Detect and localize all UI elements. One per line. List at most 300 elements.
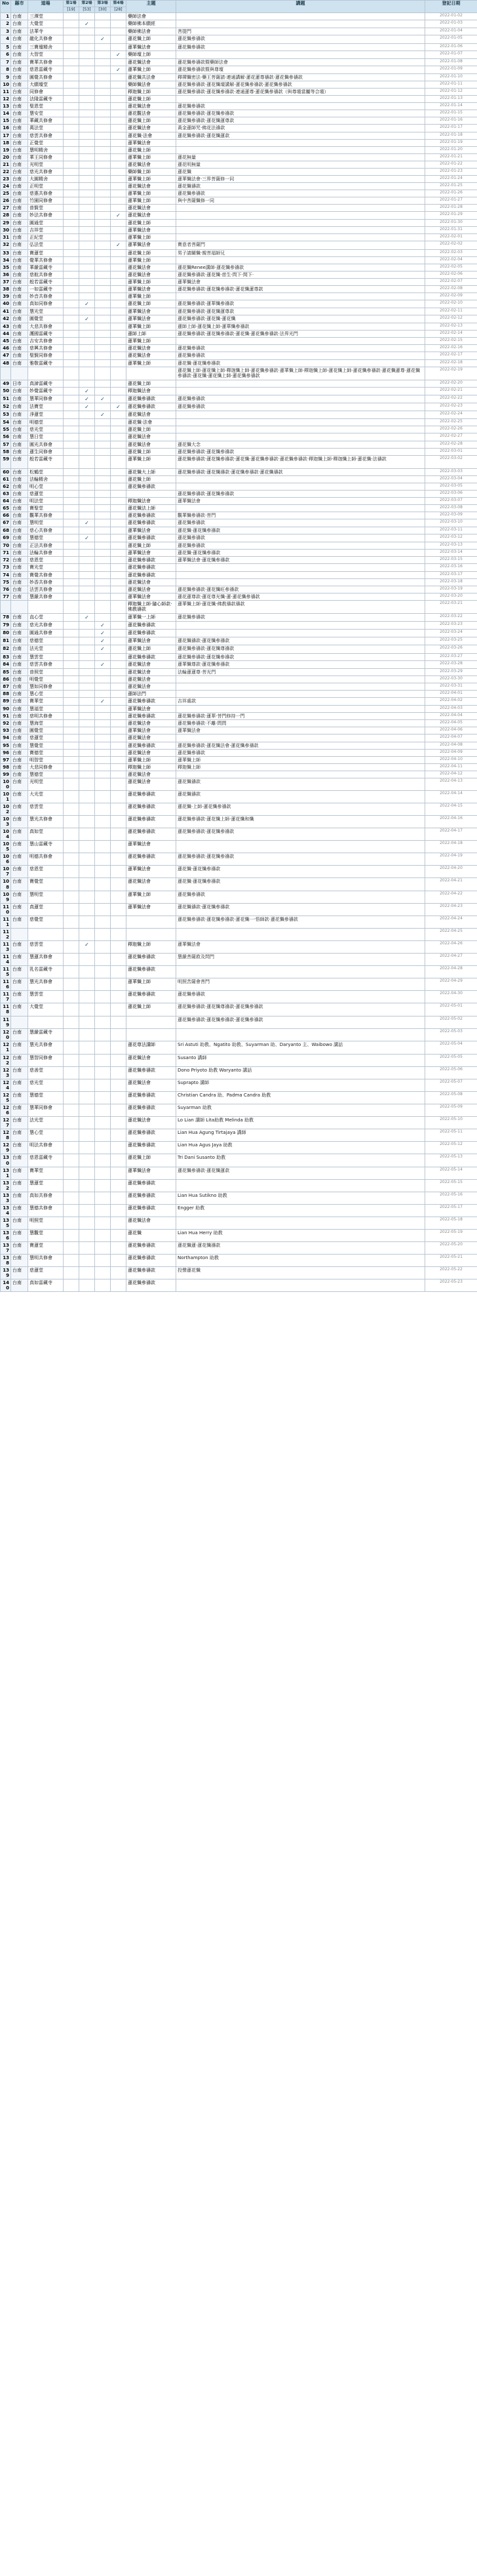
row-session-1[interactable] [64,1066,79,1079]
row-session-2[interactable] [79,117,95,125]
row-session-1[interactable] [64,497,79,504]
row-session-2[interactable] [79,35,95,43]
row-session-4[interactable] [111,504,126,512]
row-session-4[interactable] [111,146,126,153]
row-session-3[interactable] [95,146,111,153]
row-session-1[interactable] [64,778,79,790]
row-session-1[interactable] [64,978,79,991]
table-row[interactable] [1,359,477,367]
row-session-2[interactable] [79,527,95,534]
row-session-3[interactable] [95,891,111,903]
row-session-1[interactable] [64,828,79,841]
table-row[interactable] [1,426,477,433]
row-session-1[interactable] [64,81,79,89]
row-session-4[interactable] [111,28,126,35]
table-row[interactable] [1,139,477,146]
row-session-3[interactable] [95,168,111,175]
row-session-2[interactable] [79,308,95,315]
table-row[interactable] [1,527,477,534]
row-session-3[interactable]: ✓ [95,660,111,668]
row-session-1[interactable] [64,271,79,278]
row-session-4[interactable] [111,660,126,668]
table-row[interactable] [1,146,477,153]
row-session-3[interactable] [95,675,111,683]
row-session-4[interactable] [111,1129,126,1142]
row-session-2[interactable] [79,828,95,841]
row-session-2[interactable] [79,81,95,89]
row-session-1[interactable] [64,146,79,153]
row-session-3[interactable] [95,593,111,600]
table-row[interactable] [1,175,477,182]
row-session-1[interactable] [64,308,79,315]
row-session-2[interactable] [79,1003,95,1016]
table-row[interactable] [1,264,477,271]
row-session-3[interactable] [95,1179,111,1192]
row-session-2[interactable] [79,735,95,742]
row-session-4[interactable] [111,763,126,771]
row-session-3[interactable] [95,387,111,395]
row-session-3[interactable] [95,227,111,234]
row-session-2[interactable] [79,146,95,153]
row-session-2[interactable] [79,853,95,866]
row-session-4[interactable] [111,1267,126,1279]
row-session-3[interactable] [95,1016,111,1028]
row-session-3[interactable] [95,497,111,504]
table-row[interactable] [1,742,477,749]
row-session-4[interactable] [111,359,126,367]
row-session-4[interactable] [111,1255,126,1267]
row-session-2[interactable] [79,790,95,803]
row-session-1[interactable] [64,125,79,132]
row-session-1[interactable] [64,1167,79,1179]
row-session-4[interactable] [111,691,126,698]
row-session-4[interactable] [111,292,126,300]
table-row[interactable] [1,338,477,345]
table-row[interactable] [1,720,477,727]
row-session-3[interactable] [95,338,111,345]
row-session-3[interactable] [95,483,111,490]
row-session-2[interactable] [79,110,95,117]
row-session-1[interactable] [64,455,79,468]
row-session-2[interactable] [79,331,95,338]
row-session-4[interactable] [111,1179,126,1192]
row-session-2[interactable]: ✓ [79,613,95,621]
row-session-4[interactable] [111,182,126,190]
row-session-2[interactable] [79,600,95,613]
table-row[interactable] [1,367,477,380]
row-session-2[interactable] [79,271,95,278]
row-session-3[interactable] [95,1129,111,1142]
row-session-2[interactable] [79,96,95,103]
row-session-4[interactable] [111,593,126,600]
table-row[interactable] [1,512,477,519]
table-row[interactable] [1,756,477,763]
table-row[interactable] [1,352,477,359]
row-session-3[interactable] [95,586,111,593]
table-row[interactable] [1,448,477,455]
table-row[interactable] [1,220,477,227]
row-session-3[interactable]: ✓ [95,395,111,403]
row-session-3[interactable] [95,1204,111,1217]
row-session-1[interactable] [64,621,79,629]
table-row[interactable] [1,1142,477,1154]
row-session-1[interactable] [64,954,79,966]
row-session-3[interactable] [95,419,111,426]
row-session-2[interactable] [79,978,95,991]
row-session-4[interactable] [111,966,126,978]
row-session-3[interactable] [95,212,111,220]
row-session-4[interactable] [111,978,126,991]
row-session-2[interactable] [79,645,95,653]
row-session-4[interactable] [111,110,126,117]
table-row[interactable] [1,706,477,713]
row-session-2[interactable] [79,125,95,132]
row-session-1[interactable] [64,720,79,727]
row-session-4[interactable] [111,828,126,841]
row-session-4[interactable] [111,891,126,903]
row-session-2[interactable] [79,1255,95,1267]
row-session-1[interactable] [64,190,79,197]
table-row[interactable] [1,645,477,653]
row-session-2[interactable] [79,175,95,182]
table-row[interactable] [1,271,477,278]
row-session-4[interactable] [111,117,126,125]
row-session-3[interactable] [95,117,111,125]
table-row[interactable] [1,96,477,103]
row-session-3[interactable] [95,542,111,550]
row-session-4[interactable] [111,153,126,161]
row-session-3[interactable] [95,778,111,790]
table-row[interactable] [1,675,477,683]
row-session-2[interactable] [79,241,95,249]
table-row[interactable] [1,1104,477,1117]
table-row[interactable] [1,1192,477,1204]
row-session-1[interactable] [64,227,79,234]
table-row[interactable] [1,1091,477,1104]
table-row[interactable] [1,345,477,352]
row-session-2[interactable] [79,190,95,197]
row-session-2[interactable] [79,411,95,419]
table-row[interactable] [1,204,477,211]
row-session-3[interactable] [95,403,111,411]
row-session-1[interactable] [64,256,79,264]
row-session-3[interactable] [95,468,111,475]
row-session-2[interactable] [79,660,95,668]
row-session-3[interactable] [95,1279,111,1292]
row-session-4[interactable] [111,1091,126,1104]
table-row[interactable] [1,778,477,790]
table-row[interactable] [1,300,477,308]
row-session-2[interactable] [79,256,95,264]
row-session-3[interactable] [95,550,111,557]
row-session-3[interactable] [95,1154,111,1167]
row-session-3[interactable] [95,249,111,256]
row-session-3[interactable]: ✓ [95,621,111,629]
row-session-4[interactable] [111,441,126,448]
row-session-1[interactable] [64,395,79,403]
row-session-3[interactable] [95,271,111,278]
row-session-4[interactable] [111,20,126,28]
table-row[interactable] [1,940,477,953]
row-session-1[interactable] [64,1154,79,1167]
row-session-3[interactable] [95,816,111,828]
row-session-3[interactable] [95,756,111,763]
row-session-3[interactable] [95,359,111,367]
table-row[interactable] [1,212,477,220]
row-session-4[interactable] [111,1003,126,1016]
row-session-2[interactable] [79,1142,95,1154]
row-session-4[interactable] [111,742,126,749]
table-row[interactable] [1,991,477,1003]
row-session-3[interactable] [95,292,111,300]
table-row[interactable] [1,285,477,292]
row-session-2[interactable] [79,1267,95,1279]
table-row[interactable] [1,380,477,387]
row-session-4[interactable] [111,749,126,756]
row-session-1[interactable] [64,475,79,483]
row-session-1[interactable] [64,212,79,220]
row-session-2[interactable] [79,292,95,300]
row-session-4[interactable] [111,161,126,168]
row-session-4[interactable] [111,1117,126,1129]
row-session-3[interactable] [95,58,111,66]
row-session-4[interactable]: ✓ [111,241,126,249]
row-session-4[interactable] [111,991,126,1003]
row-session-2[interactable] [79,1192,95,1204]
row-session-2[interactable] [79,720,95,727]
row-session-3[interactable] [95,803,111,815]
table-row[interactable] [1,103,477,110]
row-session-1[interactable] [64,419,79,426]
row-session-1[interactable] [64,527,79,534]
row-session-3[interactable] [95,878,111,891]
row-session-4[interactable] [111,35,126,43]
row-session-1[interactable] [64,117,79,125]
table-row[interactable] [1,497,477,504]
row-session-4[interactable] [111,866,126,878]
row-session-2[interactable] [79,1230,95,1242]
row-session-2[interactable] [79,891,95,903]
table-row[interactable] [1,110,477,117]
row-session-2[interactable] [79,954,95,966]
row-session-4[interactable] [111,790,126,803]
row-session-1[interactable] [64,1230,79,1242]
row-session-2[interactable]: ✓ [79,20,95,28]
row-session-2[interactable] [79,168,95,175]
row-session-2[interactable] [79,278,95,285]
row-session-4[interactable] [111,621,126,629]
row-session-4[interactable] [111,264,126,271]
row-session-2[interactable] [79,1104,95,1117]
row-session-2[interactable] [79,593,95,600]
row-session-4[interactable] [111,81,126,89]
row-session-4[interactable] [111,698,126,706]
row-session-2[interactable] [79,426,95,433]
row-session-3[interactable] [95,1041,111,1054]
row-session-3[interactable]: ✓ [95,35,111,43]
row-session-3[interactable] [95,1054,111,1066]
row-session-3[interactable] [95,66,111,73]
row-session-4[interactable] [111,803,126,815]
row-session-4[interactable] [111,74,126,81]
row-session-1[interactable] [64,966,79,978]
row-session-1[interactable] [64,763,79,771]
table-row[interactable] [1,613,477,621]
row-session-2[interactable] [79,419,95,426]
table-row[interactable] [1,1054,477,1066]
row-session-1[interactable] [64,1204,79,1217]
row-session-3[interactable] [95,991,111,1003]
row-session-3[interactable] [95,557,111,564]
table-row[interactable] [1,249,477,256]
table-row[interactable] [1,916,477,928]
row-session-2[interactable] [79,564,95,571]
row-session-4[interactable] [111,345,126,352]
row-session-4[interactable] [111,756,126,763]
row-session-1[interactable] [64,20,79,28]
row-session-3[interactable] [95,426,111,433]
row-session-1[interactable] [64,790,79,803]
row-session-2[interactable] [79,749,95,756]
row-session-1[interactable] [64,1217,79,1229]
row-session-4[interactable] [111,841,126,853]
row-session-4[interactable] [111,352,126,359]
table-row[interactable] [1,1028,477,1041]
table-row[interactable] [1,50,477,58]
row-session-1[interactable] [64,43,79,50]
row-session-4[interactable] [111,542,126,550]
table-row[interactable] [1,1279,477,1292]
row-session-2[interactable] [79,475,95,483]
table-row[interactable] [1,621,477,629]
row-session-4[interactable] [111,139,126,146]
table-row[interactable] [1,475,477,483]
row-session-3[interactable] [95,1255,111,1267]
row-session-3[interactable] [95,190,111,197]
row-session-1[interactable] [64,132,79,139]
table-row[interactable] [1,74,477,81]
row-session-1[interactable] [64,249,79,256]
table-row[interactable] [1,308,477,315]
row-session-1[interactable] [64,1041,79,1054]
row-session-4[interactable] [111,727,126,735]
row-session-1[interactable] [64,197,79,204]
row-session-2[interactable] [79,490,95,497]
row-session-1[interactable] [64,1129,79,1142]
table-row[interactable] [1,691,477,698]
row-session-2[interactable] [79,1167,95,1179]
row-session-1[interactable] [64,234,79,241]
row-session-3[interactable] [95,300,111,308]
row-session-2[interactable] [79,637,95,645]
row-session-2[interactable] [79,841,95,853]
table-row[interactable] [1,542,477,550]
row-session-3[interactable] [95,264,111,271]
row-session-1[interactable] [64,698,79,706]
table-row[interactable] [1,790,477,803]
row-session-4[interactable] [111,713,126,720]
row-session-2[interactable] [79,683,95,690]
table-row[interactable] [1,403,477,411]
row-session-4[interactable] [111,853,126,866]
row-session-4[interactable] [111,175,126,182]
row-session-4[interactable] [111,468,126,475]
row-session-1[interactable] [64,153,79,161]
row-session-3[interactable] [95,720,111,727]
row-session-1[interactable] [64,110,79,117]
row-session-2[interactable] [79,468,95,475]
row-session-1[interactable] [64,668,79,675]
table-row[interactable] [1,132,477,139]
row-session-1[interactable] [64,58,79,66]
table-row[interactable] [1,600,477,613]
row-session-1[interactable] [64,512,79,519]
row-session-3[interactable] [95,1267,111,1279]
row-session-2[interactable] [79,220,95,227]
row-session-2[interactable] [79,778,95,790]
row-session-2[interactable] [79,323,95,331]
row-session-4[interactable] [111,1242,126,1255]
row-session-3[interactable] [95,256,111,264]
row-session-2[interactable] [79,621,95,629]
row-session-4[interactable] [111,387,126,395]
row-session-2[interactable] [79,542,95,550]
row-session-4[interactable] [111,367,126,380]
row-session-4[interactable] [111,550,126,557]
row-session-3[interactable] [95,345,111,352]
row-session-2[interactable] [79,675,95,683]
table-row[interactable] [1,504,477,512]
table-row[interactable] [1,43,477,50]
row-session-1[interactable] [64,916,79,928]
table-row[interactable] [1,735,477,742]
table-row[interactable] [1,630,477,637]
table-row[interactable] [1,278,477,285]
row-session-1[interactable] [64,742,79,749]
row-session-2[interactable] [79,1279,95,1292]
row-session-1[interactable] [64,557,79,564]
row-session-4[interactable] [111,13,126,20]
row-session-1[interactable] [64,519,79,527]
row-session-2[interactable] [79,139,95,146]
row-session-4[interactable] [111,954,126,966]
table-row[interactable] [1,557,477,564]
row-session-3[interactable] [95,1104,111,1117]
row-session-4[interactable] [111,928,126,940]
row-session-2[interactable] [79,763,95,771]
row-session-2[interactable] [79,249,95,256]
row-session-2[interactable] [79,352,95,359]
row-session-4[interactable] [111,331,126,338]
row-session-2[interactable] [79,153,95,161]
row-session-2[interactable] [79,966,95,978]
row-session-1[interactable] [64,300,79,308]
row-session-4[interactable] [111,1041,126,1054]
table-row[interactable] [1,1204,477,1217]
row-session-1[interactable] [64,1016,79,1028]
row-session-2[interactable] [79,367,95,380]
table-row[interactable] [1,433,477,441]
row-session-4[interactable] [111,653,126,660]
row-session-2[interactable] [79,103,95,110]
row-session-2[interactable] [79,512,95,519]
row-session-2[interactable] [79,1242,95,1255]
row-session-1[interactable] [64,578,79,586]
table-row[interactable] [1,954,477,966]
row-session-4[interactable] [111,527,126,534]
row-session-4[interactable] [111,564,126,571]
row-session-1[interactable] [64,891,79,903]
